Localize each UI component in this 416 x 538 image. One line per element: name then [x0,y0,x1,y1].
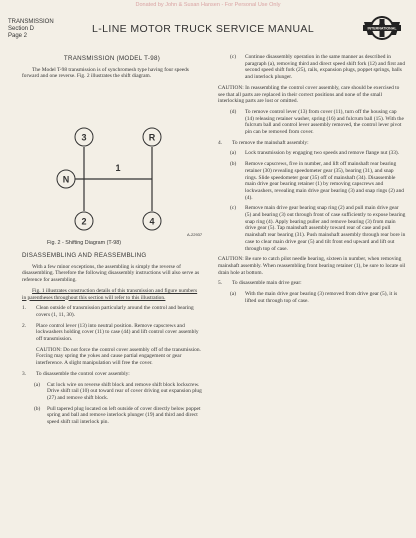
figure-caption: Fig. 2 - Shifting Diagram (T-98) [47,240,121,246]
substep-text: Cut lock wire on reverse shift block and remove shift block lockscrew. Drive shift rail (10) out toward rear of cover driving out expansion plug (27) and remove shift block. [47,381,202,401]
substep-text: Continue disassembly operation in the same manner as described in paragraph (a), removing third and direct speed shift fork (12) and first and second speed shift fork (25), rails, expansion plugs, poppet springs, balls and interlock plunger. [245,54,406,81]
step-5 [218,280,406,287]
step-1 [22,305,202,318]
substep-letter: (a) [34,381,40,388]
substep-text: Remove capscrews, five in number, and lift off mainshaft rear bearing retainer (30) revealing speedometer gear (35), bearing (31), and snap rings. Slide speedometer gear (35) off of mainshaft (34). Disassemble main drive gear bearing retainer (1) by removing capscrews and lockwashers, revealing main drive gear bearing (3) and snap rings (2) and (4). [245,161,404,201]
section-heading: TRANSMISSION (MODEL T-98) [63,55,161,62]
logo-text: INTERNATIONAL [367,26,397,31]
figure-reference-note: Fig. 1 illustrates construction details of this transmission and figure numbers in parentheses throughout this section will refer to this illustration. [22,287,198,301]
step-number: 1. [22,305,27,312]
section-name: TRANSMISSION [8,19,54,25]
gear-1-label: 1 [115,163,121,173]
intro-paragraph: The Model T-98 transmission is of synchromesh type having four speeds forward and one reverse. Fig. 2 illustrates the shift diagram. [22,66,189,80]
substep-text: To remove control lever (13) from cover (11), turn off the housing cap (14) releasing retainer washer, spring (16) and fulcrum ball (15). With the fulcrum ball and control lever assembly removed, the control lever pivot pin can be removed from cover. [245,108,404,136]
step-3 [22,371,202,378]
section-letter: Section D [8,26,35,32]
step-2 [22,323,202,343]
substep-4c [218,205,406,252]
substep-text: Remove main drive gear bearing snap ring (2) and pull main drive gear (5) and bearing (3) out through front of case sufficiently to expose bearing snap ring (4). Apply bearing puller and remove bearing (3) from main drive gear (5). Tap mainshaft assembly toward rear of case and pull mainshaft rear bearing (31). Push mainshaft assembly through rear bore in case to clear main drive gear (5) and tilt front end upward and lift out through top of case. [245,205,406,252]
step-text: To disassemble the control cover assembly: [36,370,130,377]
caution-note: CAUTION: Do not force the control cover assembly off of the transmission. Forcing may spring the yokes and cause partial engagement or gear interference. A slight manipulation will free the cover. [36,346,201,367]
substep-letter: (b) [230,161,237,168]
step-number: 3. [22,370,27,377]
step-number: 5. [218,280,223,287]
substep-letter: (a) [230,150,236,157]
substep-3b [22,406,202,426]
substep-3d [218,109,406,136]
substep-4a [218,150,406,157]
substep-4b [218,161,406,201]
step-text: To remove the mainshaft assembly: [232,139,309,146]
donation-watermark: Donated by John & Susan Hansen - For Personal Use Only [135,2,281,8]
gear-3-label: 3 [81,132,87,143]
right-column [218,54,406,309]
substep-letter: (c) [230,54,236,60]
neutral-label: N [62,174,70,185]
substep-3c [218,54,406,81]
left-column-lower [22,253,202,430]
step-number: 4. [218,139,223,146]
section-label [8,19,54,40]
step-text: Place control lever (13) into neutral position. Remove capscrews and lockwashers holding cover (11) to case (44) and lift control cover assembly off transmission. [36,322,199,343]
substep-3a [22,382,202,402]
page-number: Page 2 [8,33,28,39]
international-logo [362,13,402,43]
gear-reverse-label: R [148,132,156,143]
caution-note-pilot-bearing: CAUTION: Be sure to catch pilot needle bearing, sixteen in number, when removing mainshaft assembly. When reassembling front bearing retainer (1), be sure to locate oil drain hole at bottom. [218,256,406,276]
substep-letter: (d) [230,108,237,115]
substep-text: Lock transmission by engaging two speeds and remove flange nut (33). [245,150,400,157]
step-number: 2. [22,322,27,329]
gear-4-label: 4 [149,216,155,227]
disassembly-heading: DISASSEMBLING AND REASSEMBLING [22,252,147,259]
gear-2-label: 2 [81,216,87,227]
step-4 [218,140,406,147]
substep-letter: (a) [230,291,236,298]
step-text: To disassemble main drive gear: [232,280,302,287]
figure-number: A-22937 [187,232,203,237]
substep-text: Pull tapered plug located on left outside of cover directly below poppet spring and ball and remove interlock plunger (19) and third and direct speed shift rail interlock pin. [47,405,201,426]
step-text: Clean outside of transmission particularly around the control and bearing covers (1, 11, 30). [36,305,194,318]
substep-letter: (c) [230,205,236,212]
page-title: L-LINE MOTOR TRUCK SERVICE MANUAL [92,23,315,35]
substep-letter: (b) [34,405,41,412]
shift-diagram [22,119,202,235]
caution-note: CAUTION: In reassembling the control cover assembly, care should be exercised to see that all parts are replaced in their correct positions and none of the small interlocking parts are lost or omitted. [218,84,400,105]
substep-5a [218,291,406,304]
disassembly-intro: With a few minor exceptions, the assembling is simply the reverse of disassembling. Therefore the following disassembly instructions will also serve as reference for assembling. [22,263,200,284]
substep-text: With the main drive gear bearing (3) removed from drive gear (5), it is lifted out through top of case. [245,291,398,304]
left-column [22,56,202,84]
